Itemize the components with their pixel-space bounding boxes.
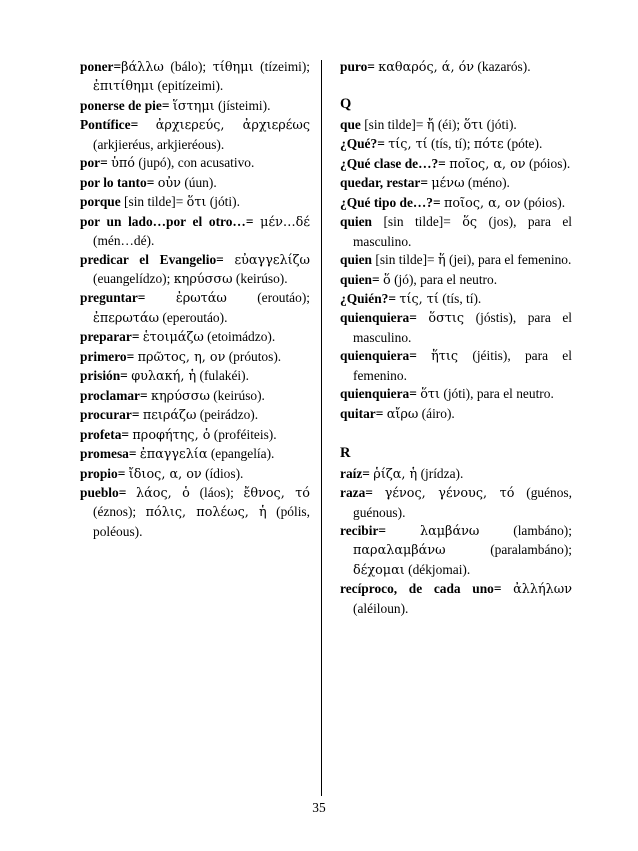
entry-headword: quitar=	[340, 405, 384, 421]
entry-headword: quien=	[340, 271, 380, 287]
dictionary-entry	[80, 348, 310, 367]
greek-term: κηρύσσω	[173, 271, 233, 287]
entry-text	[501, 581, 513, 596]
dictionary-entry	[80, 116, 310, 154]
dictionary-entry	[80, 213, 310, 251]
entry-text: (epangelía).	[207, 446, 275, 462]
greek-term: ποῖος, α, ον	[449, 156, 526, 172]
entry-text: (tízeimi);	[253, 59, 311, 74]
entry-text: (jóti), para el neutro.	[440, 386, 554, 402]
greek-term: μένω	[431, 176, 465, 192]
entry-text: (etoimádzo).	[203, 329, 276, 345]
entry-text: (pólis, poléous).	[93, 504, 310, 539]
entry-headword: quien	[340, 252, 373, 268]
entry-text: (éi);	[434, 116, 464, 132]
entry-text: (kazarós).	[474, 59, 531, 74]
entry-text: (peirádzo).	[196, 407, 259, 423]
entry-text: (próutos).	[225, 348, 282, 364]
greek-term: ἥ	[437, 253, 446, 269]
entry-text	[138, 117, 156, 132]
entry-text: (guénos, guénous).	[353, 485, 572, 520]
entry-headword: ponerse de pie=	[80, 97, 170, 113]
dictionary-entry	[80, 154, 310, 173]
dictionary-entry	[340, 309, 572, 347]
entry-headword: ¿Qué tipo de…?=	[340, 194, 441, 210]
greek-term: λαμβάνω	[419, 523, 480, 539]
dictionary-entry	[80, 367, 310, 386]
greek-term: αἴρω	[386, 406, 419, 422]
dictionary-entry	[80, 289, 310, 328]
column-divider	[321, 60, 322, 796]
greek-term: βάλλω	[121, 60, 164, 75]
entry-text	[417, 348, 431, 363]
entry-text: (tís, tí).	[438, 290, 482, 306]
entry-headword: ¿Qué?=	[340, 136, 385, 152]
section-letter: Q	[340, 96, 352, 113]
entry-text: (jóti).	[206, 194, 240, 210]
greek-term: γένος, γένους, τό	[384, 486, 515, 502]
entry-text: (jísteimi).	[214, 97, 271, 113]
entry-headword: quienquiera=	[340, 310, 417, 326]
greek-term: ὅτι	[186, 195, 207, 211]
entry-headword: por un lado…por el otro…=	[80, 213, 254, 229]
entry-text: (jó), para el neutro.	[390, 271, 498, 287]
greek-term: προφήτης, ὁ	[132, 427, 211, 443]
entry-text: (jupó), con acusativo.	[134, 155, 255, 171]
greek-term: ἀλλήλων	[513, 582, 572, 598]
greek-term: ἔθνος, τό	[243, 485, 310, 501]
entry-text: (fulakéi).	[196, 368, 249, 384]
page-number: 35	[312, 800, 326, 815]
entry-text: (jéitis), para el femenino.	[353, 348, 572, 383]
dictionary-entry	[80, 174, 310, 193]
entry-text: (jrídza).	[417, 465, 464, 481]
greek-term: ὅ	[383, 272, 391, 288]
greek-term: ὅστις	[428, 311, 465, 327]
entry-text	[373, 485, 385, 500]
greek-term: πειράζω	[142, 408, 197, 424]
greek-term: μέν…δέ	[260, 214, 310, 230]
entry-text: (jos), para el masculino.	[353, 214, 572, 249]
entry-text: [sin tilde]=	[360, 116, 427, 132]
greek-term: ποῖος, α, ον	[444, 195, 521, 211]
entry-headword: recibir=	[340, 522, 387, 538]
entry-headword: preparar=	[80, 329, 140, 345]
entry-text: (bálo);	[163, 59, 213, 74]
dictionary-entry	[340, 58, 572, 77]
greek-term: πρῶτος, η, ον	[137, 349, 226, 365]
entry-text: (keirúso).	[232, 270, 288, 286]
greek-term: ὅς	[462, 215, 478, 231]
greek-term: δέχομαι	[353, 562, 405, 578]
dictionary-entry	[340, 522, 572, 580]
entry-text: (mén…dé).	[93, 233, 155, 249]
dictionary-entry	[340, 135, 572, 154]
greek-term: λάος, ὁ	[136, 485, 190, 501]
dictionary-entry	[340, 194, 572, 213]
entry-headword: raíz=	[340, 465, 370, 481]
greek-term: παραλαμβάνω	[353, 543, 446, 559]
greek-term: οὐν	[157, 175, 181, 191]
greek-term: ὅτι	[463, 117, 484, 133]
greek-term: ὑπό	[111, 156, 135, 172]
entry-text: (dékjomai).	[404, 561, 471, 577]
dictionary-entry	[80, 97, 310, 116]
entry-headword: prisión=	[80, 368, 128, 384]
dictionary-entry	[340, 174, 572, 193]
entry-text	[417, 310, 429, 325]
greek-term: ἤ	[426, 117, 435, 133]
entry-headword: puro=	[340, 59, 375, 74]
greek-term: ἐπαγγελία	[139, 447, 208, 463]
entry-text: (tís, tí);	[427, 136, 474, 152]
entry-text: (méno).	[464, 175, 510, 191]
entry-text: (arkjieréus, arkjieréous).	[93, 136, 225, 152]
dictionary-entry	[340, 251, 572, 270]
entry-text: (úun).	[180, 174, 217, 190]
dictionary-entry	[340, 116, 572, 135]
dictionary-entry	[340, 385, 572, 404]
dictionary-entry	[80, 387, 310, 406]
greek-term: ἐπιτίθημι	[93, 79, 155, 95]
dictionary-entry	[80, 193, 310, 212]
greek-term: καθαρός, ά, όν	[378, 60, 475, 75]
entry-headword: primero=	[80, 348, 135, 364]
entry-headword: predicar el Evangelio=	[80, 251, 224, 267]
dictionary-entry	[340, 213, 572, 251]
entry-text: (eperoutáo).	[159, 309, 228, 325]
entry-headword: porque	[80, 194, 121, 210]
entry-text: [sin tilde]=	[120, 194, 187, 210]
entry-headword: por=	[80, 155, 108, 171]
entry-headword: procurar=	[80, 407, 140, 423]
dictionary-entry	[80, 484, 310, 541]
entry-headword: recíproco, de cada uno=	[340, 581, 502, 597]
dictionary-entry	[340, 271, 572, 290]
dictionary-entry	[340, 484, 572, 522]
entry-text: (jóti).	[483, 116, 517, 132]
entry-text: (paralambáno);	[445, 542, 572, 558]
entry-text: (póios).	[525, 155, 571, 171]
dictionary-entry	[340, 580, 572, 618]
greek-term: ὅτι	[420, 387, 441, 403]
greek-term: τίς, τί	[388, 137, 428, 153]
entry-headword: quienquiera=	[340, 386, 417, 402]
dictionary-entry	[80, 58, 310, 97]
greek-term: ἥτις	[431, 349, 459, 365]
greek-term: κηρύσσω	[151, 388, 210, 404]
greek-term: ἐπερωτάω	[93, 310, 160, 326]
entry-headword: poner=	[80, 59, 122, 74]
entry-headword: quedar, restar=	[340, 175, 428, 191]
entry-text: (ídios).	[201, 465, 244, 481]
entry-text: (epitízeimi).	[154, 78, 224, 94]
entry-text	[145, 290, 175, 305]
left-column	[80, 58, 310, 541]
greek-term: ῥίζα, ἡ	[373, 466, 418, 482]
greek-term: τίθημι	[212, 60, 254, 75]
greek-term: πόλις, πολέως, ἡ	[145, 505, 267, 521]
greek-term: ἑτοιμάζω	[142, 330, 204, 346]
dictionary-entry	[80, 445, 310, 464]
dictionary-entry	[340, 405, 572, 424]
greek-term: ἴδιος, α, ον	[128, 466, 202, 482]
entry-text: (proféiteis).	[210, 426, 277, 442]
entry-headword: que	[340, 116, 361, 132]
entry-text: (póte).	[503, 136, 543, 152]
entry-text: [sin tilde]=	[372, 252, 438, 268]
greek-term: πότε	[473, 137, 504, 153]
entry-text: (póios).	[520, 194, 566, 210]
entry-headword: ¿Qué clase de…?=	[340, 155, 446, 171]
dictionary-entry	[340, 465, 572, 484]
entry-text: (éznos);	[93, 504, 146, 520]
dictionary-entry	[340, 347, 572, 385]
entry-headword: quien	[340, 214, 373, 230]
dictionary-entry	[80, 328, 310, 347]
entry-text: (áiro).	[418, 405, 455, 421]
greek-term: φυλακή, ἡ	[131, 369, 197, 385]
dictionary-entry	[340, 290, 572, 309]
dictionary-entry	[80, 406, 310, 425]
entry-text: (aléiloun).	[353, 600, 409, 616]
dictionary-entry	[340, 155, 572, 174]
entry-text	[386, 523, 420, 538]
entry-text: [sin tilde]=	[372, 214, 463, 230]
right-column	[340, 58, 572, 618]
entry-headword: Pontífice=	[80, 117, 139, 133]
dictionary-entry	[80, 426, 310, 445]
greek-term: ἀρχιερεύς, ἀρχιερέως	[155, 118, 310, 134]
entry-headword: profeta=	[80, 426, 130, 442]
entry-headword: ¿Quién?=	[340, 290, 396, 306]
entry-text: (láos);	[189, 484, 244, 500]
entry-headword: raza=	[340, 485, 373, 501]
entry-headword: promesa=	[80, 446, 137, 462]
entry-text: (jóstis), para el masculino.	[353, 310, 572, 345]
entry-text: (eroutáo);	[226, 290, 310, 306]
section-letter: R	[340, 445, 351, 462]
entry-text	[126, 485, 136, 500]
entry-text: (keirúso).	[209, 387, 265, 403]
entry-text	[224, 252, 235, 267]
entry-headword: propio=	[80, 465, 126, 481]
entry-headword: por lo tanto=	[80, 174, 155, 190]
entry-text: (lambáno);	[479, 522, 572, 538]
greek-term: εὐαγγελίζω	[234, 252, 310, 268]
entry-headword: quienquiera=	[340, 348, 417, 364]
greek-term: ἵστημι	[172, 98, 215, 114]
entry-text: (euangelídzo);	[93, 270, 174, 286]
greek-term: τίς, τί	[399, 291, 439, 307]
entry-text: (jei), para el femenino.	[445, 252, 572, 268]
dictionary-entry	[80, 251, 310, 290]
greek-term: ἐρωτάω	[175, 291, 227, 307]
dictionary-entry	[80, 465, 310, 484]
entry-headword: pueblo=	[80, 484, 127, 500]
entry-headword: proclamar=	[80, 387, 148, 403]
entry-headword: preguntar=	[80, 290, 146, 306]
